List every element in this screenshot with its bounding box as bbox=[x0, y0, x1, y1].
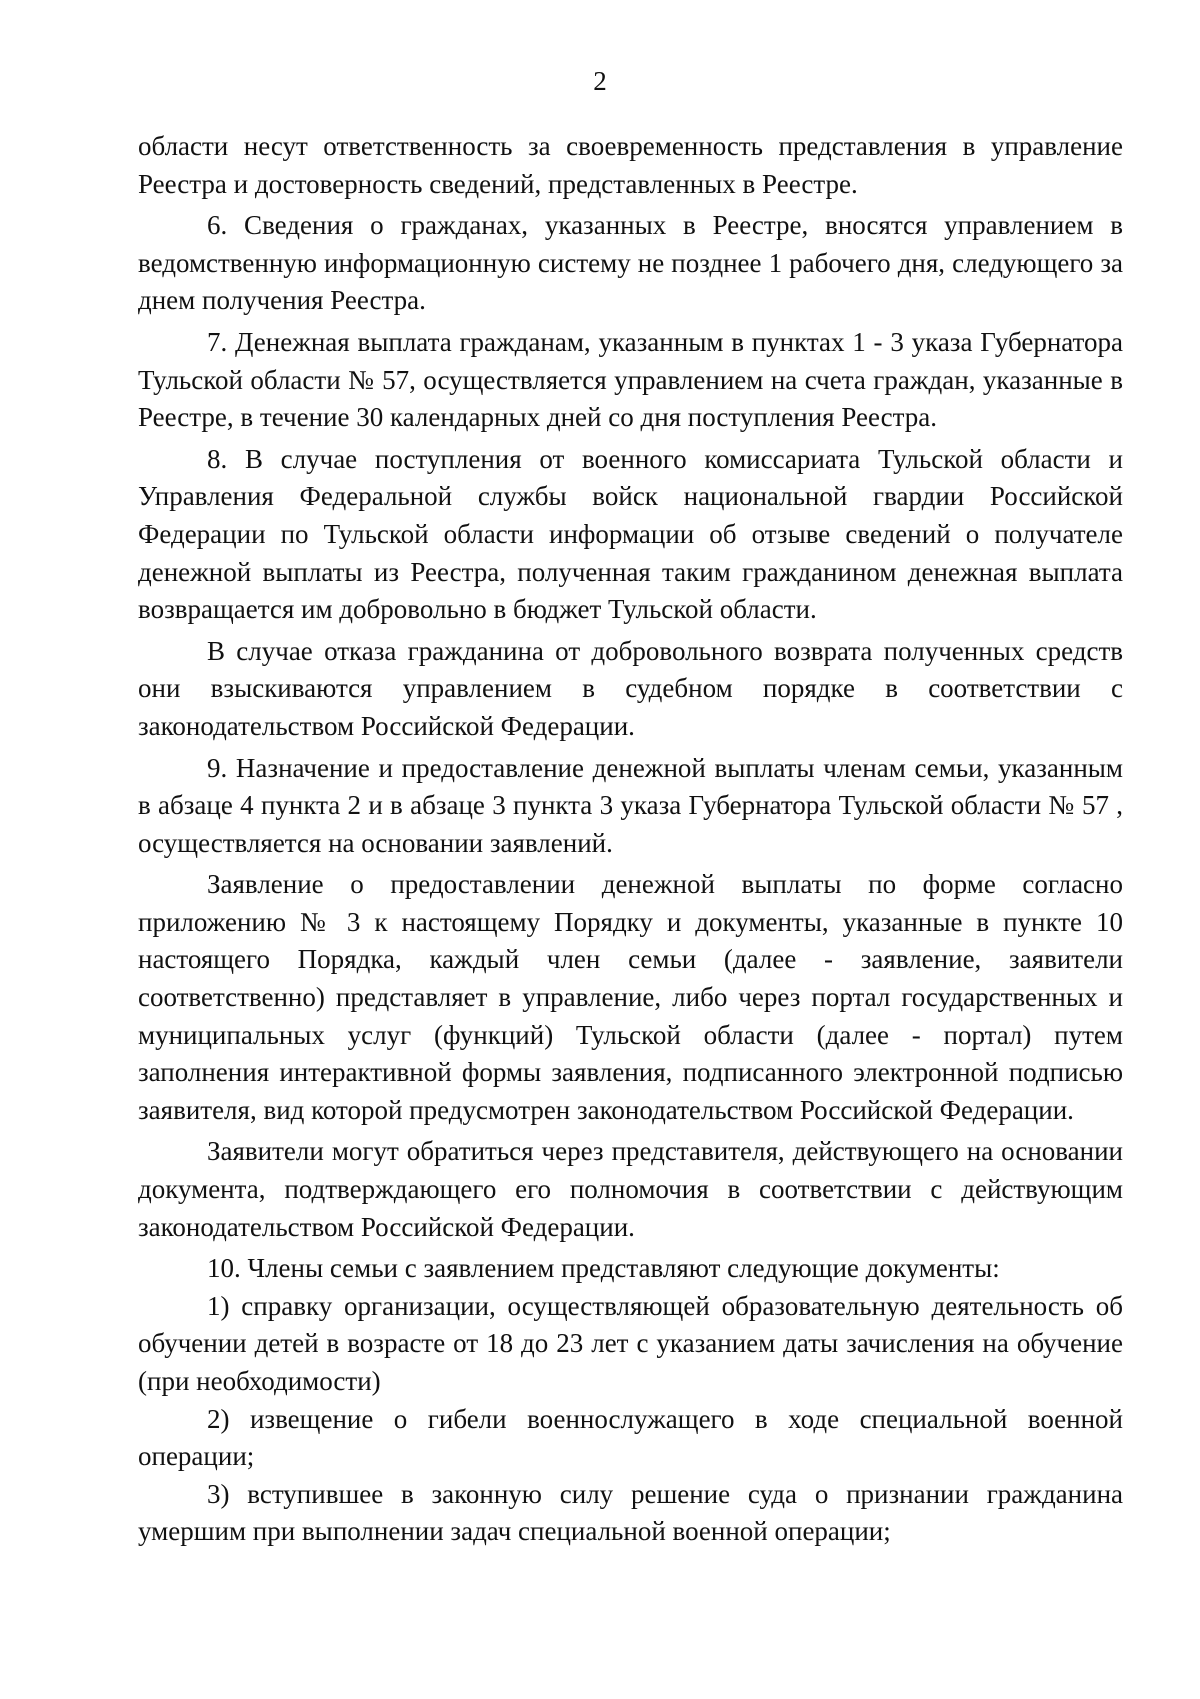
paragraph-item-10: 10. Члены семьи с заявлением представляют следующие документы: bbox=[207, 1253, 1000, 1284]
paragraph-item-9: 9. Назначение и предоставление денежной выплаты членам семьи, указанным в абзаце 4 пункта 2 и в абзаце 3 пункта 3 указа Губернатора Тульской области № 57 , осуществляется на основании заявлений. bbox=[138, 752, 1123, 858]
paragraph-continuation: области несут ответственность за своевременность представления в управление Реестра и достоверность сведений, представленных в Реестре. bbox=[138, 131, 1123, 199]
paragraph-item-6: 6. Сведения о гражданах, указанных в Реестре, вносятся управлением в ведомственную информационную систему не позднее 1 рабочего дня, следующего за днем получения Реестра. bbox=[138, 210, 1123, 316]
paragraph-item-8: 8. В случае поступления от военного комиссариата Тульской области и Управления Федеральной службы войск национальной гвардии Российской Федерации по Тульской области информации об отзыве сведений о получателе денежной выплаты из Реестра, полученная таким гражданином денежная выплата возвращается им добровольно в бюджет Тульской области. bbox=[138, 443, 1123, 625]
list-item-3: 3) вступившее в законную силу решение суда о признании гражданина умершим при выполнении задач специальной военной операции; bbox=[138, 1478, 1123, 1547]
paragraph-representative: Заявители могут обратиться через представителя, действующего на основании документа, подтверждающего его полномочия в соответствии с действующим законодательством Российской Федерации. bbox=[138, 1136, 1123, 1242]
page-number: 2 bbox=[593, 66, 607, 96]
list-item-2: 2) извещение о гибели военнослужащего в ходе специальной военной операции; bbox=[138, 1403, 1123, 1472]
paragraph-refusal-recovery: В случае отказа гражданина от добровольного возврата полученных средств они взыскиваются управлением в судебном порядке в соответствии с законодательством Российской Федерации. bbox=[138, 635, 1123, 741]
list-item-1: 1) справку организации, осуществляющей образовательную деятельность об обучении детей в возрасте от 18 до 23 лет с указанием даты зачисления на обучение (при необходимости) bbox=[138, 1290, 1123, 1396]
paragraph-item-7: 7. Денежная выплата гражданам, указанным в пунктах 1 - 3 указа Губернатора Тульской области № 57, осуществляется управлением на счета граждан, указанные в Реестре, в течение 30 календарных дней со дня поступления Реестра. bbox=[138, 326, 1123, 433]
document-body bbox=[138, 128, 1123, 1551]
paragraph-application-form: Заявление о предоставлении денежной выплаты по форме согласно приложению № 3 к настоящему Порядку и документы, указанные в пункте 10 настоящего Порядка, каждый член семьи (далее - заявление, заявители соответственно) представляет в управление, либо через портал государственных и муниципальных услуг (функций) Тульской области (далее - портал) путем заполнения интерактивной формы заявления, подписанного электронной подписью заявителя, вид которой предусмотрен законодательством Российской Федерации. bbox=[138, 869, 1123, 1125]
